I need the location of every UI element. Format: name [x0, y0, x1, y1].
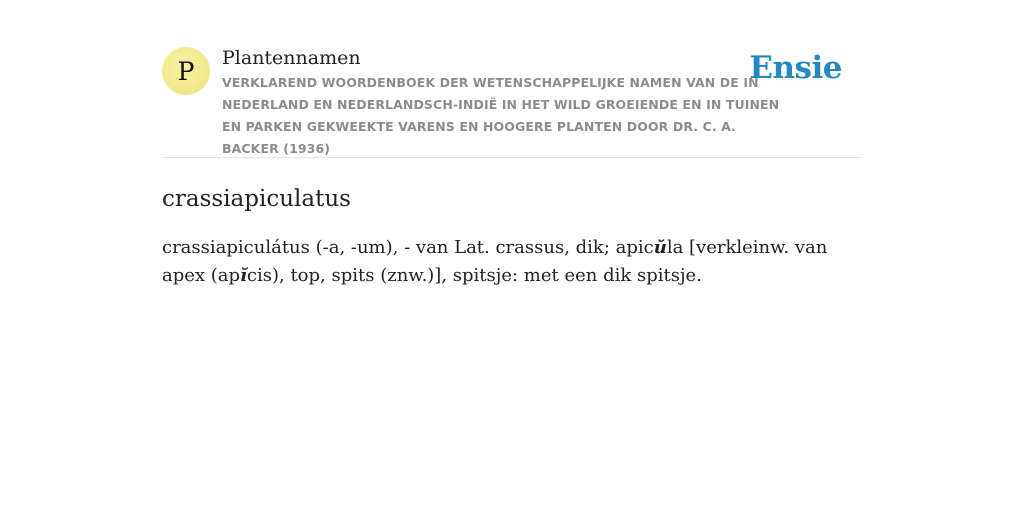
page-container [162, 46, 862, 290]
definition-text-part2: la [verkleinw. van apex (ap [162, 237, 828, 286]
source-description: VERKLAREND WOORDENBOEK DER WETENSCHAPPELIJKE NAMEN VAN DE IN NEDERLAND EN NEDERLANDSCH-INDIË IN HET WILD GROEIENDE EN IN TUINEN EN PARKEN GEKWEEKTE VARENS EN HOOGERE PLANTEN DOOR DR. C. A. BACKER (1936) [222, 75, 780, 156]
definition-text-part1: crassiapiculátus (-a, -um), - van Lat. crassus, dik; apic [162, 237, 654, 258]
entry-definition [162, 234, 862, 290]
ensie-logo[interactable]: Ensie [749, 50, 842, 86]
definition-accent-u: ŭ [653, 237, 667, 258]
source-avatar[interactable] [162, 47, 210, 95]
definition-text-part3: cis), top, spits (znw.)], spitsje: met een dik spitsje. [246, 265, 702, 286]
source-info [222, 46, 797, 160]
entry-title: crassiapiculatus [162, 186, 351, 212]
source-title-link[interactable]: Plantennamen [222, 47, 361, 69]
source-header [162, 46, 862, 158]
definition-accent-i: ĭ [240, 265, 247, 286]
avatar-letter: P [177, 56, 195, 86]
